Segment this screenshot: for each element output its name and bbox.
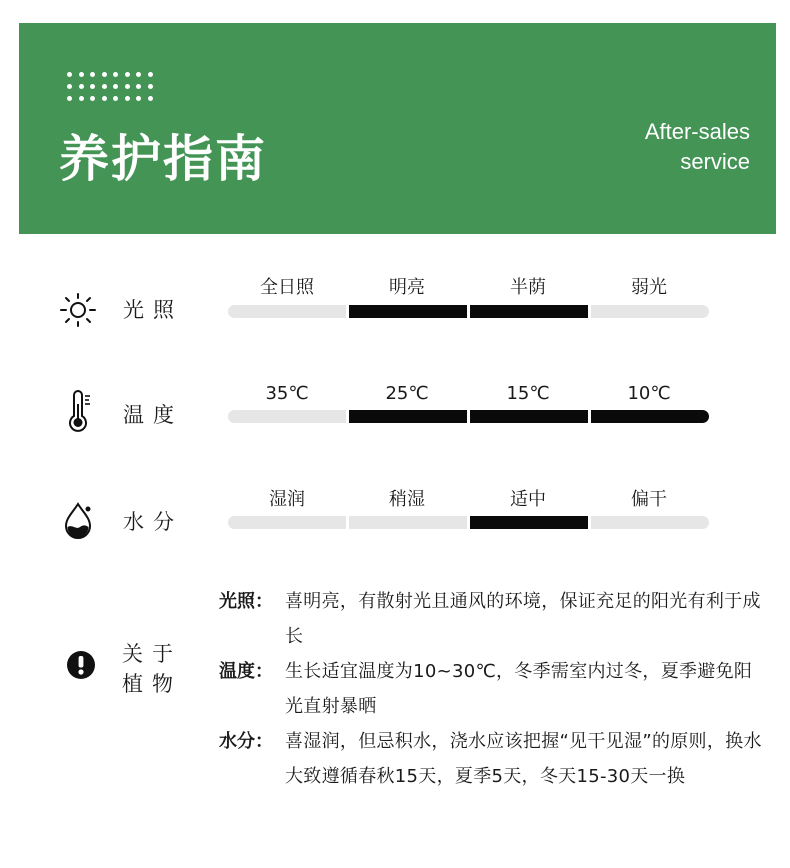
water-level-label: 稍湿 [389, 489, 425, 510]
water-drop-icon [58, 499, 98, 543]
decorative-dot [79, 96, 84, 101]
water-level-bar [349, 516, 467, 529]
decorative-dot [67, 96, 72, 101]
temperature-scale-row [0, 381, 790, 461]
exclamation-icon [66, 650, 96, 680]
thermometer-icon [58, 389, 98, 433]
description-item [219, 584, 774, 654]
description-item [219, 654, 774, 724]
decorative-dot [67, 84, 72, 89]
water-label: 水分 [123, 510, 183, 534]
water-level-bar [228, 516, 346, 529]
page-title: 养护指南 [59, 130, 267, 188]
banner-subtitle: After-sales service [644, 119, 750, 174]
decorative-dot [113, 72, 118, 77]
header-banner [19, 23, 776, 234]
temperature-level-label: 15℃ [506, 383, 550, 404]
light-level-bar [591, 305, 709, 318]
light-level-bar [228, 305, 346, 318]
temperature-level-bar [228, 410, 346, 423]
decorative-dot [125, 84, 130, 89]
decorative-dot [90, 72, 95, 77]
decorative-dots [67, 72, 153, 106]
light-level-label: 明亮 [389, 277, 425, 298]
water-level-label: 湿润 [269, 489, 305, 510]
decorative-dot [136, 84, 141, 89]
light-level-label: 弱光 [631, 277, 667, 298]
light-scale-row [0, 275, 790, 355]
decorative-dot [148, 84, 153, 89]
decorative-dot [125, 72, 130, 77]
description-text: 喜湿润，但忌积水，浇水应该把握“见干见湿”的原则，换水大致遵循春秋15天，夏季5天，冬天15-30天一换 [285, 731, 762, 787]
about-plant-label: 关于植物 [122, 642, 182, 696]
decorative-dot [125, 96, 130, 101]
sun-icon [58, 288, 98, 332]
temperature-level-label: 25℃ [385, 383, 429, 404]
description-key: 温度： [219, 661, 273, 682]
decorative-dot [90, 84, 95, 89]
decorative-dot [79, 72, 84, 77]
description-key: 光照： [219, 591, 273, 612]
description-key: 水分： [219, 731, 273, 752]
decorative-dot [136, 72, 141, 77]
temperature-level-bar [591, 410, 709, 423]
decorative-dot [148, 96, 153, 101]
decorative-dot [148, 72, 153, 77]
description-text: 喜明亮，有散射光且通风的环境，保证充足的阳光有利于成长 [285, 591, 761, 647]
water-level-label: 偏干 [631, 489, 667, 510]
description-item [219, 724, 774, 794]
decorative-dot [113, 84, 118, 89]
decorative-dot [79, 84, 84, 89]
light-label: 光照 [123, 298, 183, 322]
light-level-label: 全日照 [260, 277, 314, 298]
care-description [219, 584, 774, 794]
decorative-dot [67, 72, 72, 77]
water-scale-row [0, 487, 790, 567]
water-level-bar [470, 516, 588, 529]
temperature-level-label: 35℃ [265, 383, 309, 404]
description-text: 生长适宜温度为10~30℃，冬季需室内过冬，夏季避免阳光直射暴晒 [285, 661, 753, 717]
temperature-level-bar [349, 410, 467, 423]
light-level-bar [349, 305, 467, 318]
water-level-label: 适中 [510, 489, 546, 510]
light-level-bar [470, 305, 588, 318]
decorative-dot [136, 96, 141, 101]
decorative-dot [102, 84, 107, 89]
temperature-label: 温度 [123, 403, 183, 427]
temperature-level-label: 10℃ [627, 383, 671, 404]
decorative-dot [102, 96, 107, 101]
decorative-dot [113, 96, 118, 101]
decorative-dot [90, 96, 95, 101]
decorative-dot [102, 72, 107, 77]
temperature-level-bar [470, 410, 588, 423]
light-level-label: 半荫 [510, 277, 546, 298]
water-level-bar [591, 516, 709, 529]
